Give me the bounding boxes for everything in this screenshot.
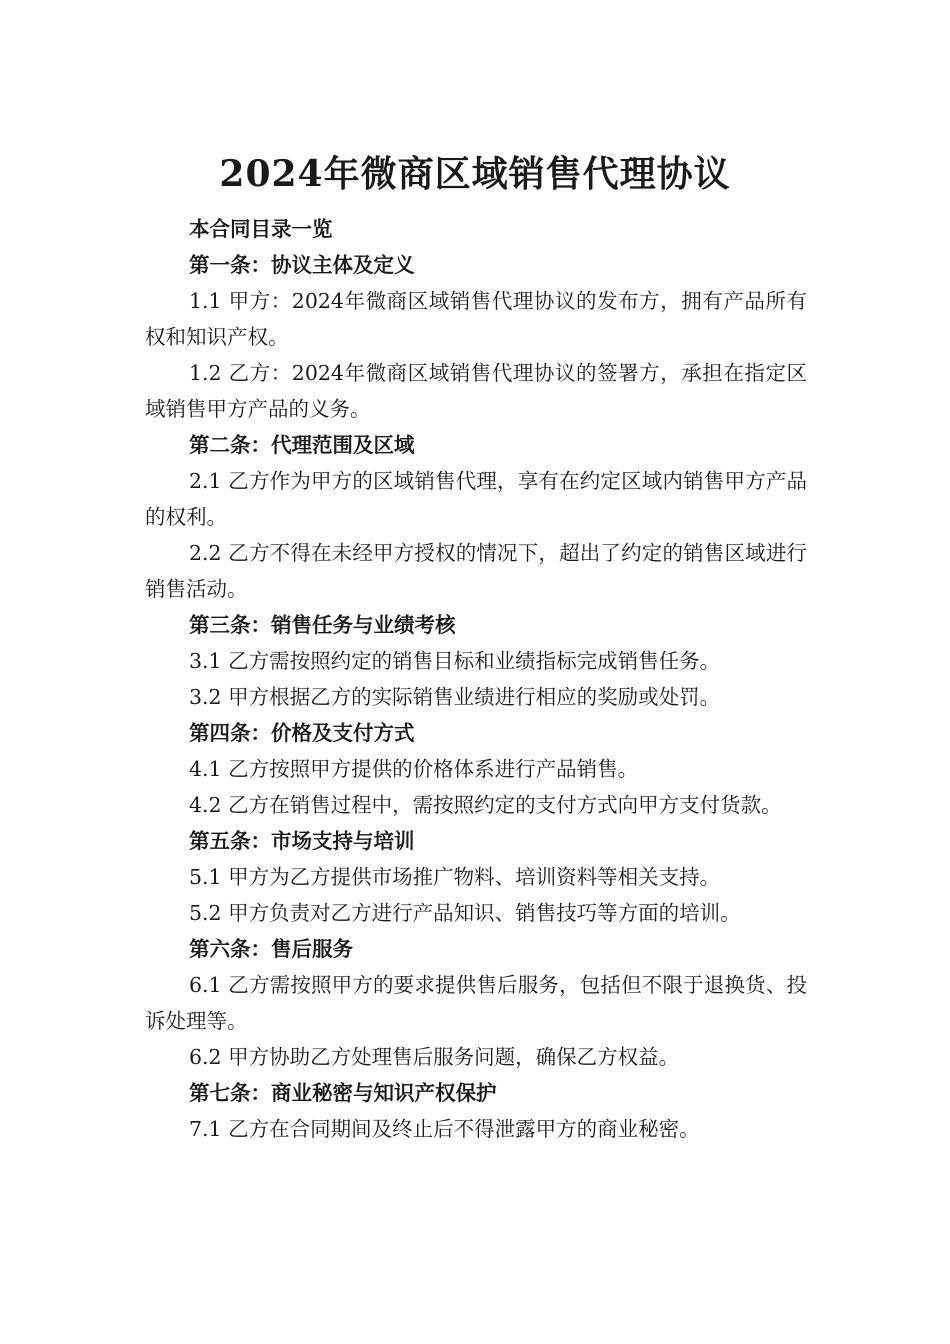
section-heading: 第三条：销售任务与业绩考核 xyxy=(189,613,456,637)
clause-paragraph: 1.1 甲方：2024年微商区域销售代理协议的发布方，拥有产品所有权和知识产权。 xyxy=(145,289,807,349)
clause-paragraph: 6.1 乙方需按照甲方的要求提供售后服务，包括但不限于退换货、投诉处理等。 xyxy=(145,973,807,1033)
section-heading: 第七条：商业秘密与知识产权保护 xyxy=(189,1081,497,1105)
document-body xyxy=(145,211,807,1147)
section-heading: 第一条：协议主体及定义 xyxy=(189,253,415,277)
clause-paragraph: 3.1 乙方需按照约定的销售目标和业绩指标完成销售任务。 xyxy=(189,649,721,673)
section-heading: 第二条：代理范围及区域 xyxy=(189,433,415,457)
document-title: 2024年微商区域销售代理协议 xyxy=(219,153,731,195)
clause-paragraph: 7.1 乙方在合同期间及终止后不得泄露甲方的商业秘密。 xyxy=(189,1117,700,1141)
clause-paragraph: 5.2 甲方负责对乙方进行产品知识、销售技巧等方面的培训。 xyxy=(189,901,741,925)
clause-paragraph: 2.2 乙方不得在未经甲方授权的情况下，超出了约定的销售区域进行销售活动。 xyxy=(145,541,807,601)
section-heading: 第五条：市场支持与培训 xyxy=(189,829,415,853)
clause-paragraph: 5.1 甲方为乙方提供市场推广物料、培训资料等相关支持。 xyxy=(189,865,721,889)
section-heading: 第四条：价格及支付方式 xyxy=(189,721,415,745)
toc-heading: 本合同目录一览 xyxy=(189,217,333,241)
clause-paragraph: 1.2 乙方：2024年微商区域销售代理协议的签署方，承担在指定区域销售甲方产品的义务。 xyxy=(145,361,807,421)
clause-paragraph: 4.1 乙方按照甲方提供的价格体系进行产品销售。 xyxy=(189,757,639,781)
clause-paragraph: 2.1 乙方作为甲方的区域销售代理，享有在约定区域内销售甲方产品的权利。 xyxy=(145,469,807,529)
clause-paragraph: 4.2 乙方在销售过程中，需按照约定的支付方式向甲方支付货款。 xyxy=(189,793,782,817)
section-heading: 第六条：售后服务 xyxy=(189,937,353,961)
clause-paragraph: 6.2 甲方协助乙方处理售后服务问题，确保乙方权益。 xyxy=(189,1045,680,1069)
clause-paragraph: 3.2 甲方根据乙方的实际销售业绩进行相应的奖励或处罚。 xyxy=(189,685,721,709)
